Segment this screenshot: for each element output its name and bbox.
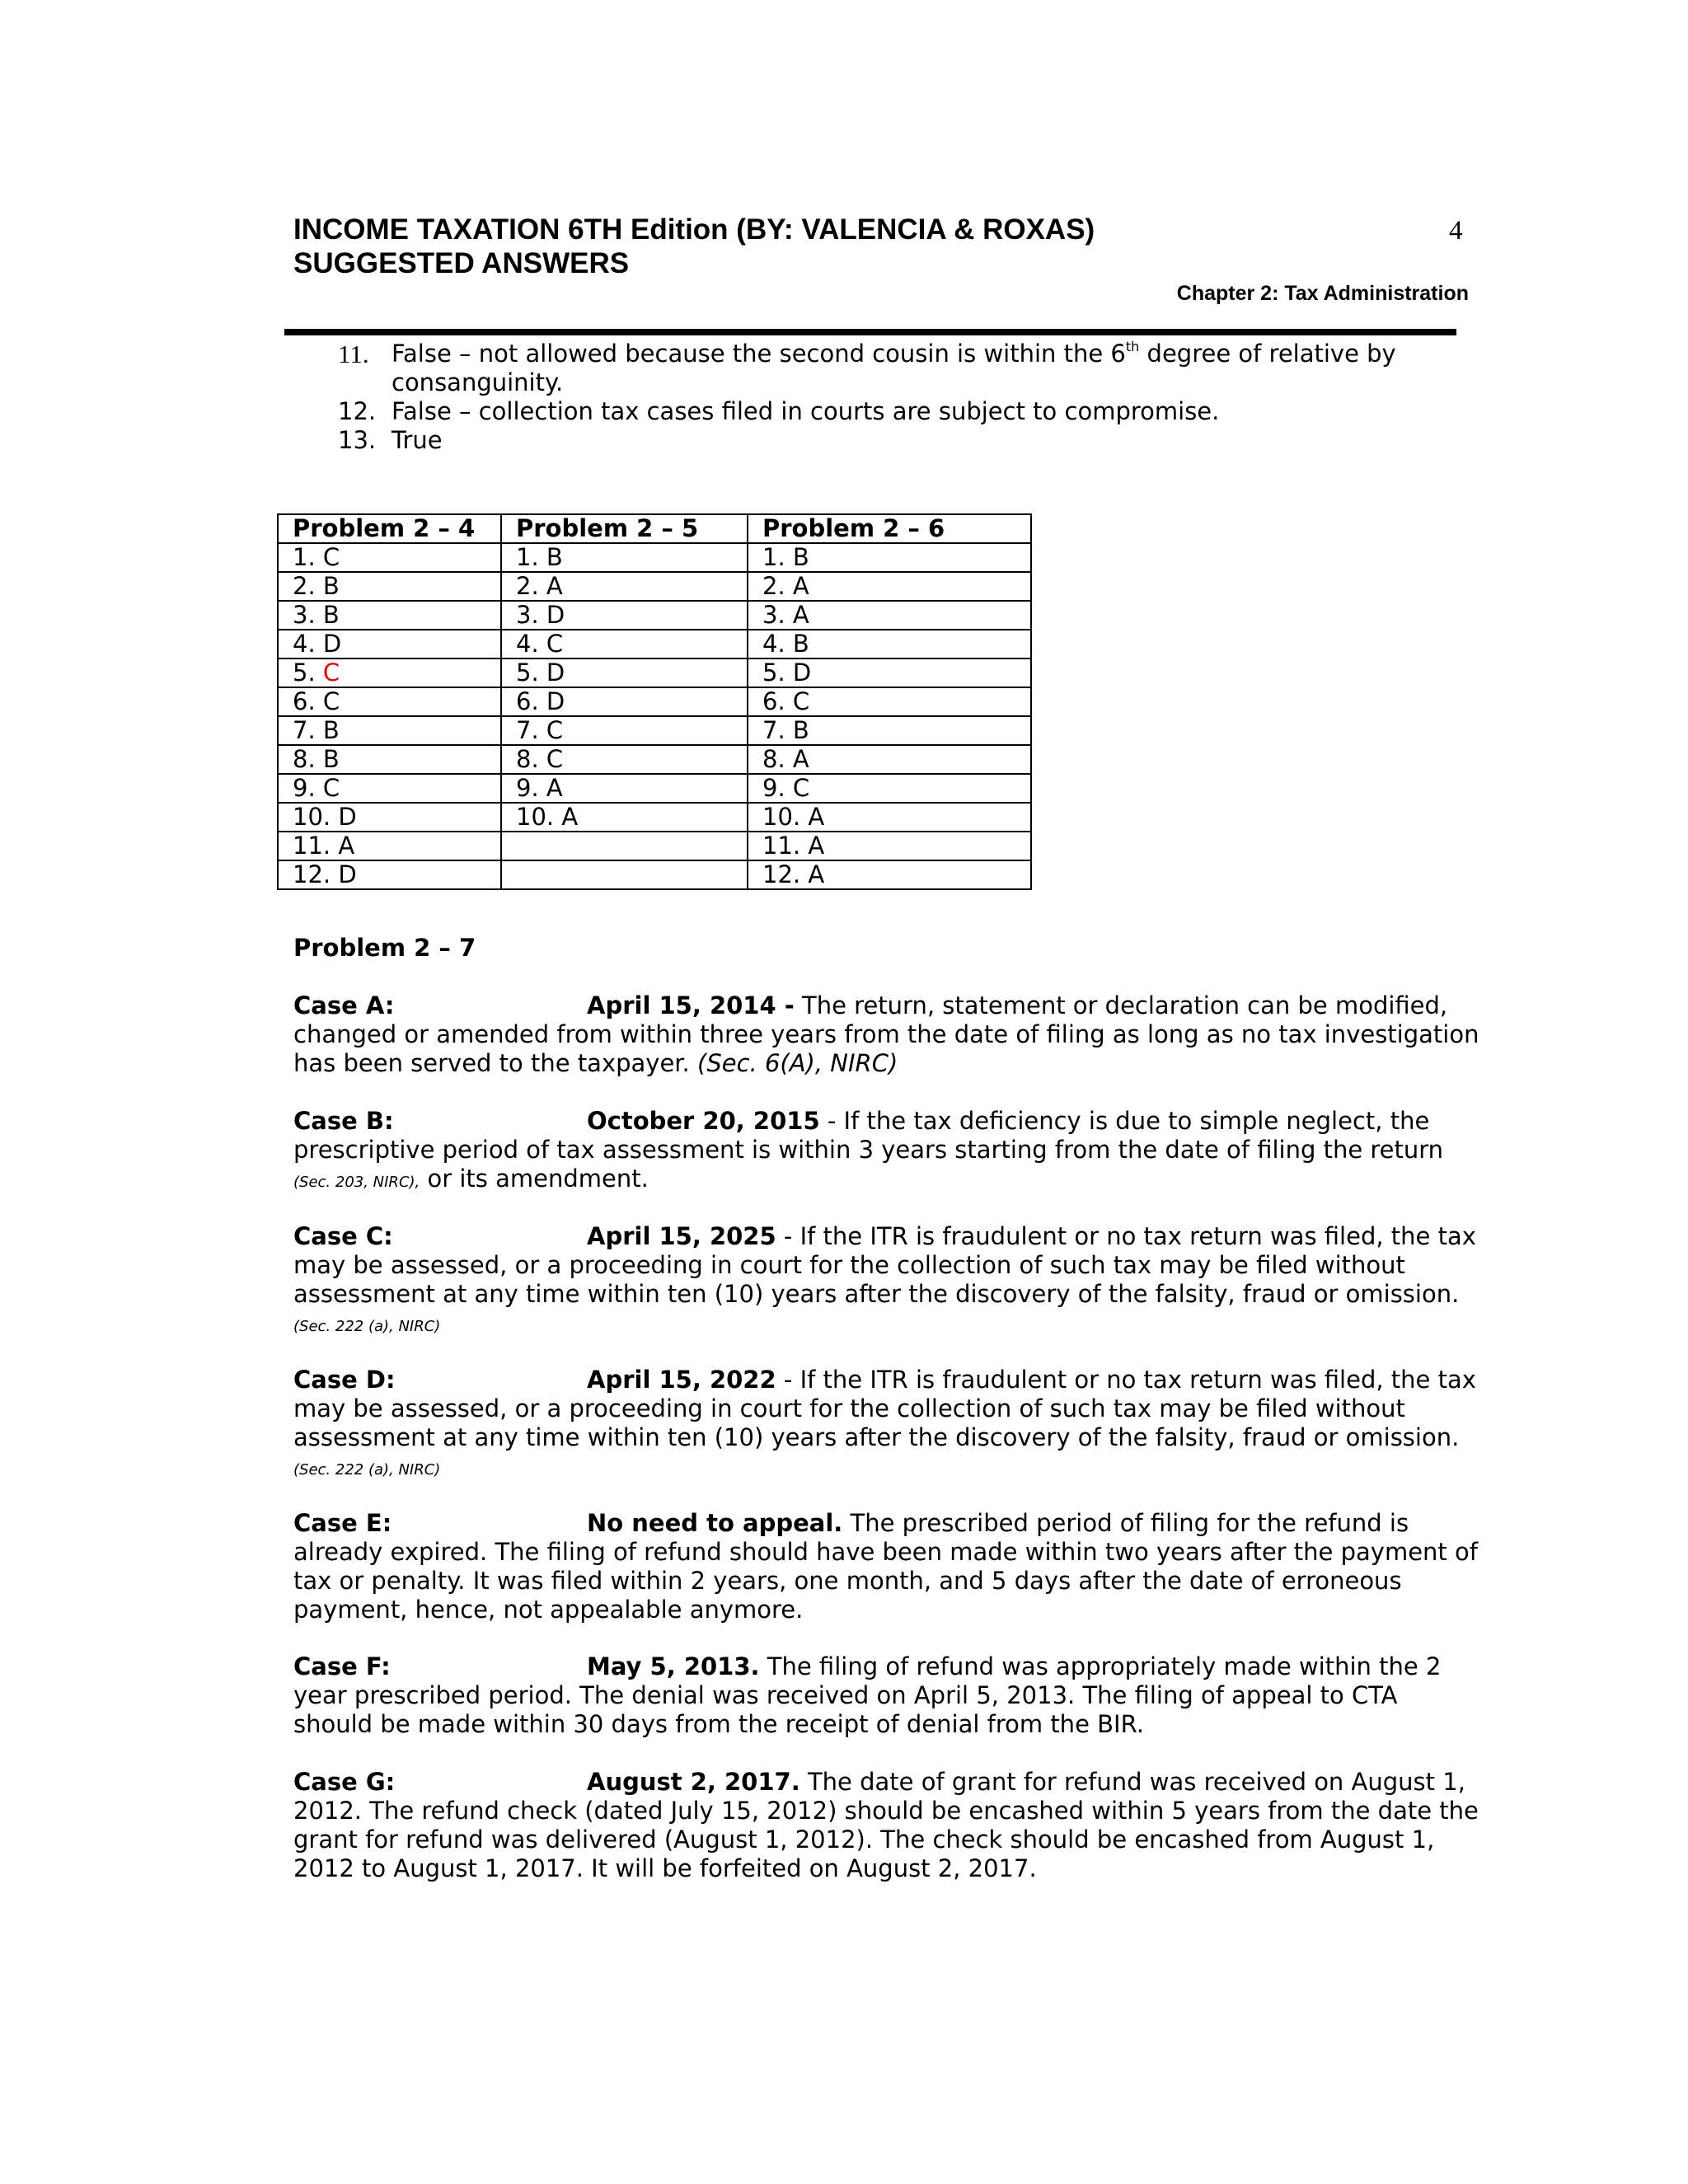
table-cell: 2. A <box>748 572 1031 601</box>
table-cell: 1. C <box>278 543 501 572</box>
case-text: The prescribed period of filing for the refund is already expired. The filing of refund should have been made within two years after the payment of tax or penalty. It was filed within 2 years, one month, and 5 days after the date of erroneous payment, hence, not appealable anymore. <box>293 1509 1478 1624</box>
page-number: 4 <box>1449 216 1463 246</box>
table-cell <box>278 658 501 687</box>
section-title: Problem 2 – 7 <box>293 934 476 962</box>
true-false-list <box>338 340 1475 455</box>
column-header: Problem 2 – 6 <box>748 514 1031 543</box>
header-divider <box>284 329 1456 335</box>
table-cell: 4. C <box>501 630 748 658</box>
table-cell <box>501 832 748 860</box>
case-answer: October 20, 2015 <box>587 1107 820 1135</box>
table-cell: 9. A <box>501 774 748 803</box>
case-a-paragraph <box>293 991 1480 1078</box>
table-row <box>278 745 1031 774</box>
table-cell: 9. C <box>278 774 501 803</box>
table-cell: 5. D <box>748 658 1031 687</box>
citation: (Sec. 222 (a), NIRC) <box>293 1461 441 1479</box>
item-text-part: False – not allowed because the second cousin is within the 6 <box>392 340 1126 368</box>
table-header-row <box>278 514 1031 543</box>
table-row <box>278 601 1031 630</box>
table-row <box>278 832 1031 860</box>
case-text: - If the ITR is fraudulent or no tax return was filed, the tax may be assessed, or a proceeding in court for the collection of such tax may be filed without assessment at any time within ten (10) years after the discovery of the falsity, fraud or omission. <box>293 1222 1476 1308</box>
table-cell: 4. D <box>278 630 501 658</box>
highlighted-answer: C <box>322 658 340 687</box>
item-number: 11. <box>338 340 369 368</box>
table-cell: 10. A <box>748 803 1031 832</box>
case-f-paragraph <box>293 1652 1480 1739</box>
document-title <box>293 213 1095 280</box>
column-header: Problem 2 – 4 <box>278 514 501 543</box>
case-b-paragraph <box>293 1107 1480 1197</box>
case-text: - If the ITR is fraudulent or no tax return was filed, the tax may be assessed, or a proceeding in court for the collection of such tax may be filed without assessment at any time within ten (10) years after the discovery of the falsity, fraud or omission. <box>293 1366 1476 1451</box>
table-cell: 7. B <box>278 716 501 745</box>
case-g-paragraph <box>293 1768 1480 1883</box>
title-line-2: SUGGESTED ANSWERS <box>293 247 630 279</box>
table-row <box>278 860 1031 889</box>
table-cell: 3. D <box>501 601 748 630</box>
table-cell: 8. A <box>748 745 1031 774</box>
cell-number: 5. <box>293 658 323 687</box>
table-cell <box>501 860 748 889</box>
table-cell: 3. A <box>748 601 1031 630</box>
table-cell: 7. C <box>501 716 748 745</box>
column-header: Problem 2 – 5 <box>501 514 748 543</box>
superscript: th <box>1125 339 1140 354</box>
table-cell: 6. C <box>278 687 501 716</box>
table-cell: 8. C <box>501 745 748 774</box>
list-item <box>338 340 1475 397</box>
table-cell: 11. A <box>278 832 501 860</box>
item-text <box>392 340 1396 397</box>
item-text: True <box>392 426 443 454</box>
table-body <box>278 543 1031 889</box>
table-cell: 4. B <box>748 630 1031 658</box>
table-cell: 10. A <box>501 803 748 832</box>
table-cell: 9. C <box>748 774 1031 803</box>
case-answer: May 5, 2013. <box>587 1652 760 1680</box>
case-answer: April 15, 2022 <box>587 1366 776 1394</box>
table-cell: 12. D <box>278 860 501 889</box>
table-cell: 2. B <box>278 572 501 601</box>
table-row <box>278 687 1031 716</box>
table-cell: 8. B <box>278 745 501 774</box>
item-number: 13. <box>338 426 377 454</box>
case-label: Case F: <box>293 1652 391 1680</box>
table-row <box>278 716 1031 745</box>
table-cell: 12. A <box>748 860 1031 889</box>
item-text-part: consanguinity. <box>392 368 564 396</box>
chapter-heading: Chapter 2: Tax Administration <box>1176 282 1469 305</box>
table-cell: 1. B <box>501 543 748 572</box>
list-item <box>338 426 1475 455</box>
case-text: The filing of refund was appropriately made within the 2 year prescribed period. The denial was received on April 5, 2013. The filing of appeal to CTA should be made within 30 days from the receipt of denial from the BIR. <box>293 1652 1442 1738</box>
title-line-1: INCOME TAXATION 6TH Edition (BY: VALENCIA & ROXAS) <box>293 213 1095 246</box>
table-cell: 10. D <box>278 803 501 832</box>
item-number: 12. <box>338 397 377 425</box>
case-label: Case B: <box>293 1107 394 1135</box>
case-c-paragraph <box>293 1222 1480 1341</box>
table-cell: 2. A <box>501 572 748 601</box>
citation: (Sec. 203, NIRC), <box>293 1174 420 1191</box>
table-cell: 11. A <box>748 832 1031 860</box>
table-cell: 6. D <box>501 687 748 716</box>
case-text: The return, statement or declaration can be modified, changed or amended from within three years from the date of filing as long as no tax investigation has been served to the taxpayer. <box>293 991 1479 1077</box>
table-row <box>278 630 1031 658</box>
case-label: Case E: <box>293 1509 392 1537</box>
case-label: Case C: <box>293 1222 393 1250</box>
item-text: False – collection tax cases filed in courts are subject to compromise. <box>392 397 1220 425</box>
case-text: or its amendment. <box>420 1165 649 1193</box>
table-row <box>278 658 1031 687</box>
table-row <box>278 774 1031 803</box>
citation: (Sec. 6(A), NIRC) <box>697 1049 898 1077</box>
case-answer: No need to appeal. <box>587 1509 843 1537</box>
item-text-part: degree of relative by <box>1139 340 1396 368</box>
table-row <box>278 543 1031 572</box>
table-cell: 5. D <box>501 658 748 687</box>
case-answer: August 2, 2017. <box>587 1768 800 1796</box>
case-text: - If the tax deficiency is due to simple neglect, the prescriptive period of tax assessment is within 3 years starting from the date of filing the return <box>293 1107 1444 1164</box>
case-d-paragraph <box>293 1366 1480 1484</box>
case-label: Case D: <box>293 1366 396 1394</box>
table-cell: 3. B <box>278 601 501 630</box>
case-text: The date of grant for refund was received on August 1, 2012. The refund check (dated July 15, 2012) should be encashed within 5 years from the date the grant for refund was delivered (August 1, 2012). The check should be encashed from August 1, 2012 to August 1, 2017. It will be forfeited on August 2, 2017. <box>293 1768 1479 1882</box>
case-e-paragraph <box>293 1509 1480 1624</box>
case-answer: April 15, 2014 - <box>587 991 795 1019</box>
case-label: Case G: <box>293 1768 396 1796</box>
table-row <box>278 572 1031 601</box>
table-cell: 1. B <box>748 543 1031 572</box>
list-item <box>338 397 1475 426</box>
table-cell: 6. C <box>748 687 1031 716</box>
answer-table <box>277 513 1032 890</box>
table-cell: 7. B <box>748 716 1031 745</box>
citation: (Sec. 222 (a), NIRC) <box>293 1318 441 1335</box>
case-label: Case A: <box>293 991 395 1019</box>
table-row <box>278 803 1031 832</box>
case-answer: April 15, 2025 <box>587 1222 776 1250</box>
